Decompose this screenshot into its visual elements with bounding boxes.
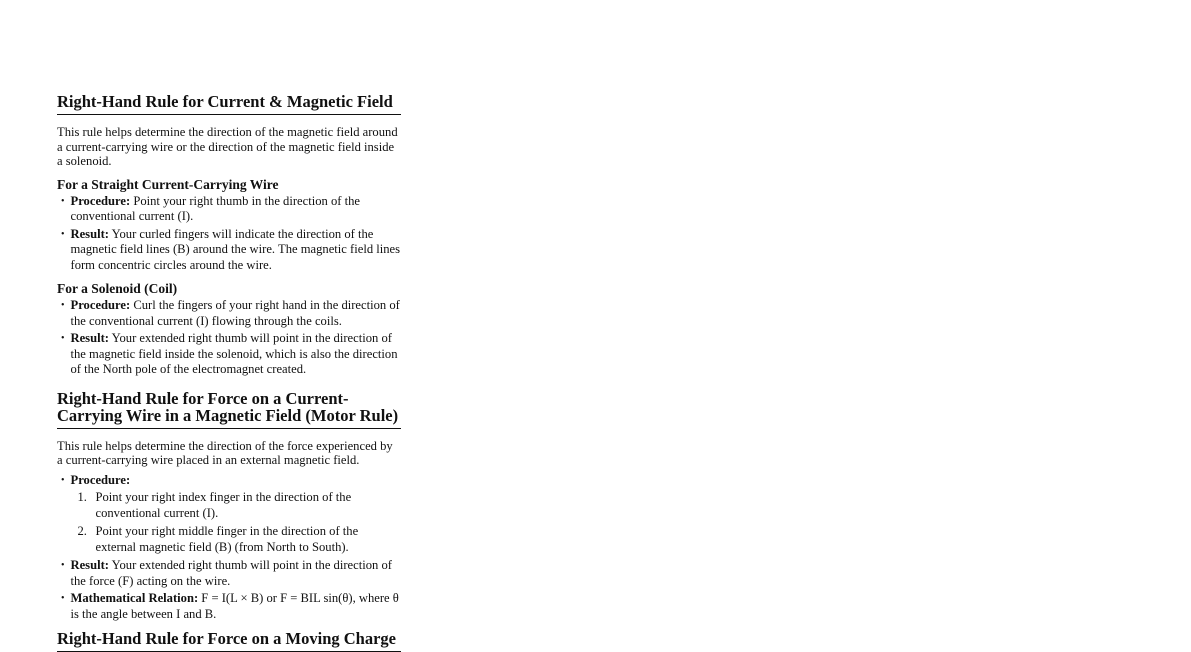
- item-text: Your extended right thumb will point in the direction of the magnetic field inside the solenoid, which is also the direction of the North pole of the electromagnet created.: [70, 331, 398, 376]
- numbered-item: [71, 490, 402, 521]
- item-lead: Procedure:: [70, 298, 131, 312]
- bullet-list: [57, 473, 401, 623]
- section-motor-rule: [57, 390, 401, 623]
- section-intro: This rule helps determine the direction of the magnetic field around a current-carrying wire or the direction of the magnetic field inside a solenoid.: [57, 125, 398, 168]
- list-item: [57, 591, 401, 622]
- section-title: Right-Hand Rule for Current & Magnetic Field: [57, 93, 401, 115]
- item-text: Curl the fingers of your right hand in the direction of the conventional current (I) flowing through the coils.: [70, 298, 400, 328]
- numbered-item: [71, 524, 402, 555]
- section-current-field: [57, 93, 401, 378]
- list-item: [57, 227, 401, 274]
- section-moving-charge: [57, 630, 401, 652]
- item-text: Point your right index finger in the direction of the conventional current (I).: [95, 490, 352, 520]
- list-item: [57, 331, 401, 378]
- item-lead: Procedure:: [70, 472, 131, 487]
- item-lead: Result:: [70, 226, 109, 241]
- item-number: 2.: [77, 524, 87, 538]
- item-lead: Mathematical Relation:: [70, 591, 199, 605]
- list-item: [57, 298, 401, 329]
- item-text: Point your right middle finger in the direction of the external magnetic field (B) (from North to South).: [95, 524, 359, 554]
- item-lead: Procedure:: [70, 193, 131, 208]
- subsection-heading-solenoid: For a Solenoid (Coil): [57, 281, 178, 296]
- section-title: Right-Hand Rule for Force on a Moving Charge: [57, 630, 401, 652]
- math-relation: F = I(L × B) or F = BIL sin(θ), where θ is the angle between I and B.: [70, 591, 399, 621]
- bullet-list: [57, 298, 401, 378]
- list-item: [57, 194, 401, 225]
- section-intro: This rule helps determine the direction of the force experienced by a current-carrying wire placed in an external magnetic field.: [57, 438, 393, 467]
- bullet-list: [57, 194, 401, 274]
- item-text: Your curled fingers will indicate the direction of the magnetic field lines (B) around the wire. The magnetic field lines form concentric circles around the wire.: [70, 226, 401, 272]
- document-column: [57, 93, 401, 652]
- item-text: Your extended right thumb will point in the direction of the force (F) acting on the wire.: [70, 558, 392, 588]
- list-item: [57, 473, 401, 556]
- item-lead: Result:: [70, 331, 109, 345]
- item-number: 1.: [77, 490, 87, 504]
- item-text: Point your right thumb in the direction of the conventional current (I).: [70, 193, 360, 223]
- numbered-list: [71, 490, 402, 555]
- list-item: [57, 558, 401, 589]
- item-lead: Result:: [70, 558, 109, 572]
- subsection-heading-wire: For a Straight Current-Carrying Wire: [57, 176, 279, 192]
- section-title: Right-Hand Rule for Force on a Current-Carrying Wire in a Magnetic Field (Motor Rule): [57, 390, 401, 429]
